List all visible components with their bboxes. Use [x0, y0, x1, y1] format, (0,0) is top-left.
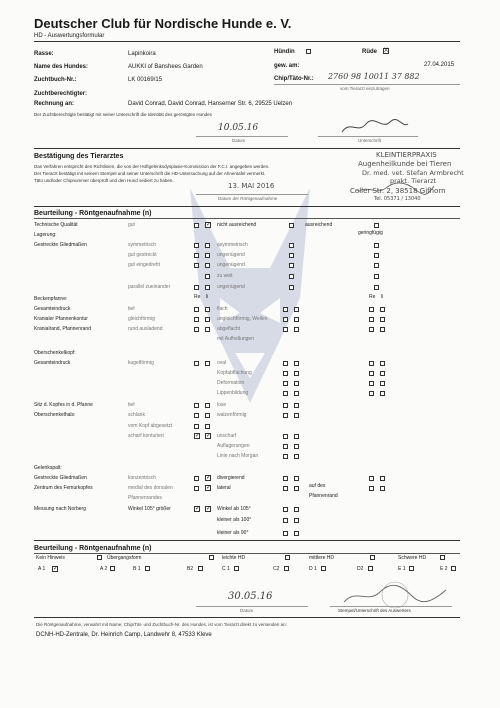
footer-note: Die Röntgenaufnahme, verwahrt mit Name, Chip/Tät- und Zuchtbuch-Nr. des Hundes, ist vom Tierarzt direkt zu versenden an:	[36, 622, 287, 627]
hd-code-d2: D2	[357, 566, 364, 572]
hd-code-b2-check[interactable]	[198, 566, 203, 571]
ober-left: kugelförmig	[128, 360, 154, 366]
becken-left-1: tief	[128, 306, 135, 312]
tech-nicht-label: nicht ausreichend	[217, 222, 257, 228]
hd-code-e1: E 1	[398, 566, 406, 572]
footer-address: DCNH-HD-Zentrale, Dr. Heinrich Camp, Landwehr 8, 47533 Kleve	[36, 632, 212, 638]
becken-row-1: Gesamteindruck	[34, 306, 71, 312]
hals-re-1[interactable]	[194, 413, 199, 418]
hals-right-5: Linie nach Morgan	[217, 453, 259, 459]
gelenk-left-1: konzentrisch	[128, 475, 157, 481]
date-line	[196, 136, 288, 137]
gelenk-rli-1[interactable]	[380, 476, 385, 481]
gelenk-rre-1[interactable]	[369, 476, 374, 481]
gew-label: gew. am:	[274, 63, 300, 69]
sitz-label: Sitz d. Kopfes in d. Pfanne	[34, 402, 93, 408]
tech-aus-checkbox[interactable]	[289, 223, 294, 228]
gelenk-mre-4[interactable]	[283, 507, 288, 512]
evaluator-date-label: Datum	[240, 608, 254, 613]
hd-check-b[interactable]	[209, 555, 214, 560]
gelenk-left-3: Pfannenrandes	[128, 495, 162, 501]
rasse-value[interactable]: Lapinkoira	[128, 51, 156, 57]
hals-mre-5[interactable]	[283, 454, 288, 459]
hd-code-e1-check[interactable]	[409, 566, 414, 571]
hd-code-c1-check[interactable]	[234, 566, 239, 571]
becken-rli-2[interactable]	[380, 317, 385, 322]
hd-label-c: leichte HD	[222, 555, 246, 561]
divider	[34, 553, 460, 554]
evaluator-signature-line	[330, 606, 452, 607]
becken-mli-2[interactable]	[294, 317, 299, 322]
becken-label: Beckenpfanne:	[34, 296, 68, 302]
gest-check-2b[interactable]	[205, 253, 210, 258]
assessment-title: Beurteilung - Röntgenaufnahme (n)	[34, 210, 152, 217]
becken-mli-3[interactable]	[294, 327, 299, 332]
gest-right-1[interactable]	[374, 243, 379, 248]
chip-line	[274, 84, 460, 85]
gest-check-3b[interactable]	[205, 263, 210, 268]
gest-mid-3[interactable]	[289, 263, 294, 268]
becken-re-2[interactable]	[194, 317, 199, 322]
gelenk-right-5: kleiner als 100°	[217, 517, 252, 523]
ober-rli-2[interactable]	[380, 371, 385, 376]
ober-right-4: Lippenbildung	[217, 390, 249, 396]
tech-gut-checkbox[interactable]	[194, 223, 199, 228]
evaluator-signature-label: Stempel/Unterschrift des Auswerters	[338, 608, 411, 613]
identity-confirmation: Der Zuchtberechtigte bestätigt mit seiner Unterschrift die Identität des geröntgten Hundes	[34, 112, 212, 117]
hals-mre-0[interactable]	[283, 403, 288, 408]
hals-right-1: walzenförmig	[217, 412, 247, 418]
hd-check-a[interactable]	[97, 555, 102, 560]
becken-right-2: ungleichförmig, Wellen	[217, 316, 268, 322]
ober-re[interactable]	[194, 361, 199, 366]
ober-mre-3[interactable]	[283, 381, 288, 386]
ober-right-3: Deformation	[217, 380, 245, 386]
ober-right-2: Kopfabflachung	[217, 370, 252, 376]
hals-li-2[interactable]	[205, 424, 210, 429]
xray-date-label: Datum der Röntgenaufnahme	[218, 196, 278, 201]
ober-mli-4[interactable]	[294, 391, 299, 396]
hd-label-b: Übergangsform	[107, 555, 142, 561]
zuchtbuch-value[interactable]: LK 00169/15	[128, 77, 163, 83]
gest-check-1b[interactable]	[205, 243, 210, 248]
becken-rre-1[interactable]	[369, 307, 374, 312]
rechnung-label: Rechnung an:	[34, 101, 74, 107]
hd-check-d[interactable]	[370, 555, 375, 560]
zuchtberechtigter-label: Zuchtberechtigter:	[34, 91, 88, 97]
gest-mid-2[interactable]	[289, 253, 294, 258]
re-header: Re	[194, 294, 201, 300]
hd-code-c1: C 1	[222, 566, 230, 572]
li-header-right: li	[381, 294, 384, 300]
ober-label: Oberschenkelkopf:	[34, 350, 76, 356]
gest-opt-2: gut gestreckt	[128, 252, 157, 258]
ruede-checkbox[interactable]: X	[384, 48, 389, 54]
dog-name-value[interactable]: AUKKI of Banshees Garden	[128, 64, 203, 70]
rechnung-value[interactable]: David Conrad, David Conrad, Hanserner Str. 6, 29525 Uelzen	[128, 101, 293, 107]
tech-aus-label: ausreichend	[305, 222, 333, 228]
gelenk-re-1[interactable]	[194, 476, 199, 481]
becken-mli-1[interactable]	[294, 307, 299, 312]
date-label: Datum	[232, 138, 246, 143]
becken-rli-1[interactable]	[380, 307, 385, 312]
gelenk-mli-5[interactable]	[294, 518, 299, 523]
becken-re-3[interactable]	[194, 327, 199, 332]
divider	[34, 617, 460, 618]
hd-code-e2: E 2	[440, 566, 448, 572]
ober-rre-1[interactable]	[369, 361, 374, 366]
hd-code-b2: B2	[187, 566, 194, 572]
ober-rli-1[interactable]	[380, 361, 385, 366]
huendin-label: Hündin	[274, 49, 295, 55]
gelenk-row-4: Messung nach Norberg	[34, 506, 86, 512]
gew-value[interactable]: 27.04.2015	[424, 62, 455, 68]
sitz-right: lose	[217, 402, 227, 408]
gelenk-mre-5[interactable]	[283, 518, 288, 523]
becken-left-2: gleichförmig	[128, 316, 155, 322]
ober-rli-4[interactable]	[380, 391, 385, 396]
gelenk-left-4: Winkel 105° größer	[128, 506, 171, 512]
gelenk-rre-2[interactable]	[369, 486, 374, 491]
rasse-label: Rasse:	[34, 51, 54, 57]
signature-line	[318, 136, 418, 137]
vet-signature	[356, 177, 437, 198]
gest-check-5[interactable]	[194, 285, 199, 290]
hd-code-a1: A 1	[38, 566, 46, 572]
gest-opt-1: symmetrisch	[128, 242, 157, 248]
owner-date[interactable]: 10.05.16	[218, 123, 259, 133]
ober-mre-4[interactable]	[283, 391, 288, 396]
gest-check-2[interactable]	[194, 253, 199, 258]
hd-code-c2: C2	[273, 566, 280, 572]
pfannenrand-label: Pfannenrand	[309, 493, 338, 499]
gelenk-left-2: medial des dorsalen	[128, 485, 173, 491]
hals-right-4: Auflagerungen	[217, 443, 250, 449]
gelenk-mli-2[interactable]	[294, 486, 299, 491]
tech-gut-label: gut	[128, 222, 135, 228]
vet-stamp-line-3: Dr. med. vet. Stefan Armbrecht	[362, 169, 464, 177]
becken-left-3: rund ausladend	[128, 326, 163, 332]
becken-mre-3[interactable]	[283, 327, 288, 332]
gest-right-5[interactable]	[374, 285, 379, 290]
divider	[34, 41, 460, 42]
vet-stamp-line-2: Augenheilkunde bei Tieren	[358, 160, 452, 168]
tech-aus-checkbox-2[interactable]	[374, 223, 379, 228]
ober-rli-3[interactable]	[380, 381, 385, 386]
ober-mre-1[interactable]	[283, 361, 288, 366]
hals-mre-3[interactable]	[283, 434, 288, 439]
vet-entry-note: vom Tierarzt einzutragen	[340, 86, 390, 91]
gest-check-1[interactable]	[194, 243, 199, 248]
gelenk-right-4: Winkel ab 105°	[217, 506, 251, 512]
form-subtitle: HD - Auswertungsformular	[34, 33, 105, 39]
divider	[34, 148, 460, 149]
gelenk-right-2: lateral	[217, 485, 231, 491]
gelenk-re-2[interactable]	[194, 486, 199, 491]
gest-check-3[interactable]	[194, 263, 199, 268]
hals-mli-0[interactable]	[294, 403, 299, 408]
hals-left-1: schlank	[128, 412, 145, 418]
gest-right-3[interactable]	[374, 263, 379, 268]
gest-opt2-3: ungenügend	[217, 262, 245, 268]
hd-check-c[interactable]	[285, 555, 290, 560]
gest-opt2-1: asymmetrisch	[217, 242, 248, 248]
sitz-li[interactable]	[205, 403, 210, 408]
ober-gesamt: Gesamteindruck	[34, 360, 71, 366]
hd-label-e: Schwere HD	[398, 555, 427, 561]
becken-mre-1[interactable]	[283, 307, 288, 312]
gest-check-5b[interactable]	[205, 285, 210, 290]
evaluator-date[interactable]: 30.05.16	[228, 591, 273, 602]
gelenk-row-1: Gestreckte Gliedmaßen	[34, 475, 87, 481]
gelenk-li-1[interactable]: ✓	[206, 475, 212, 481]
hals-mre-1[interactable]	[283, 413, 288, 418]
gest-opt2-2: ungenügend	[217, 252, 245, 258]
gelenk-label: Gelenkspalt:	[34, 465, 62, 471]
club-logo-watermark	[150, 178, 350, 418]
hals-label: Oberschenkelhals:	[34, 412, 76, 418]
dog-name-label: Name des Hundes:	[34, 64, 89, 70]
becken-rre-3[interactable]	[369, 327, 374, 332]
vet-text-2: Der Tierarzt bestätigt mit seinem Stempel und seiner Unterschrift die HD-Untersuchung auf der Ahnentafel vermerkt.	[34, 171, 266, 176]
hals-right-3: unscharf	[217, 433, 237, 439]
gest-opt-3: gut eingedreht	[128, 262, 160, 268]
hd-code-d1: D 1	[309, 566, 317, 572]
gest-mid-1[interactable]	[289, 243, 294, 248]
ober-mli-3[interactable]	[294, 381, 299, 386]
hals-left-2: vom Kopf abgesetzt	[128, 423, 173, 429]
vet-stamp-line-5: Celler Str. 2, 38518 Gifhorn	[350, 187, 446, 195]
hals-mli-4[interactable]	[294, 444, 299, 449]
vet-text-3: Täto und/oder Chipnummer überprüft und den Hund sediert zu haben.	[34, 178, 174, 183]
becken-rre-2[interactable]	[369, 317, 374, 322]
hd-label-a: Kein Hinweis	[36, 555, 65, 561]
hd-code-a2: A 2	[100, 566, 108, 572]
xray-date-stamp: 13. MAI 2016	[228, 182, 275, 190]
hals-li-1[interactable]	[205, 413, 210, 418]
ober-rre-2[interactable]	[369, 371, 374, 376]
gest-mid-4[interactable]	[289, 274, 294, 279]
gest-right-4[interactable]	[374, 274, 379, 279]
hd-code-b1: B 1	[133, 566, 141, 572]
chip-value[interactable]: 2760 98 10011 37 882	[328, 72, 420, 81]
hd-code-c2-check[interactable]	[284, 566, 289, 571]
hals-mli-1[interactable]	[294, 413, 299, 418]
chip-label: Chip/Täto-Nr.:	[274, 76, 314, 82]
sitz-left: tief	[128, 402, 135, 408]
hals-left-3: scharf konturiert	[128, 433, 164, 439]
evaluator-date-line	[196, 606, 308, 607]
zuchtbuch-label: Zuchtbuch-Nr.:	[34, 77, 77, 83]
vet-stamp-line-6: Tel. 05371 / 13040	[374, 196, 421, 202]
gest-label: Gestreckte Gliedmaßen	[34, 242, 87, 248]
gest-opt-5: parallel zueinander	[128, 284, 171, 290]
gelenk-row-2: Zentrum des Femurkopfes	[34, 485, 93, 491]
huendin-checkbox[interactable]	[306, 49, 311, 54]
signature-label: Unterschrift	[358, 138, 382, 143]
becken-re-1[interactable]	[194, 307, 199, 312]
hd-code-e2-check[interactable]	[451, 566, 456, 571]
gest-opt2-4: zu weit	[217, 273, 233, 279]
sitz-re[interactable]	[194, 403, 199, 408]
ober-li[interactable]	[205, 361, 210, 366]
hd-label-d: mittlere HD	[309, 555, 335, 561]
hals-mli-5[interactable]	[294, 454, 299, 459]
hd-code-b1-check[interactable]	[145, 566, 150, 571]
hals-re-2[interactable]	[194, 424, 199, 429]
ober-mre-2[interactable]	[283, 371, 288, 376]
vet-section-title: Bestätigung des Tierarztes	[34, 153, 124, 160]
geringfuegig-label: geringfügig	[358, 230, 383, 236]
becken-rli-3[interactable]	[380, 327, 385, 332]
vet-text-1: Das Verfahren entspricht den Richtlinien, die von der Hüftgelenksdysplasie-Kommission der F.C.I. angegeben werden.	[34, 164, 270, 169]
assessment2-title: Beurteilung - Röntgenaufnahme (n)	[34, 545, 152, 552]
gelenk-right-6: kleiner als 90°	[217, 530, 249, 536]
lagerung-label: Lagerung:	[34, 232, 57, 238]
hals-li-3[interactable]: ✓	[206, 433, 212, 439]
ruede-label: Rüde	[362, 49, 377, 55]
hd-code-a2-check[interactable]	[110, 566, 115, 571]
li-header: li	[206, 294, 209, 300]
gelenk-li-2[interactable]: ✓	[206, 485, 212, 491]
ober-right-1: oval	[217, 360, 227, 366]
gelenk-mre-6[interactable]	[283, 531, 288, 536]
xray-date-line	[196, 194, 308, 195]
re-header-right: Re	[369, 294, 376, 300]
gest-mid-5[interactable]	[289, 285, 294, 290]
gelenk-li-4[interactable]: ✓	[206, 506, 212, 512]
divider	[34, 540, 460, 541]
becken-li-3[interactable]	[205, 327, 210, 332]
gelenk-rli-2[interactable]	[380, 486, 385, 491]
ober-rre-4[interactable]	[369, 391, 374, 396]
gest-opt2-5: ungenügend	[217, 284, 245, 290]
becken-right-1: flach	[217, 306, 228, 312]
becken-li-2[interactable]	[205, 317, 210, 322]
tech-nicht-checkbox[interactable]: ✓	[206, 222, 212, 228]
club-title: Deutscher Club für Nordische Hunde e. V.	[34, 16, 292, 31]
tech-quality-label: Technische Qualität	[34, 222, 78, 228]
gest-check-4b[interactable]	[205, 274, 210, 279]
gelenk-right-1: divergierend	[217, 475, 245, 481]
gelenk-mli-1[interactable]	[294, 476, 299, 481]
owner-signature[interactable]	[340, 118, 410, 136]
becken-li-1[interactable]	[205, 307, 210, 312]
gest-right-2[interactable]	[374, 253, 379, 258]
hals-mli-3[interactable]	[294, 434, 299, 439]
hals-mre-4[interactable]	[283, 444, 288, 449]
gelenk-mre-1[interactable]	[283, 476, 288, 481]
gelenk-mli-4[interactable]	[294, 507, 299, 512]
hd-code-a1-check[interactable]: ✓	[53, 566, 59, 572]
divider	[34, 206, 460, 207]
hd-code-d1-check[interactable]	[321, 566, 326, 571]
gelenk-re-4[interactable]: ✓	[195, 506, 201, 512]
vet-stamp-line-1: KLEINTIERPRAXIS	[376, 151, 437, 159]
hals-re-3[interactable]: ✓	[195, 433, 201, 439]
vet-stamp-line-4: prakt. Tierarzt	[390, 177, 437, 185]
ober-rre-3[interactable]	[369, 381, 374, 386]
auf-des-label: auf des	[309, 483, 326, 489]
becken-mre-2[interactable]	[283, 317, 288, 322]
hd-code-d2-check[interactable]	[368, 566, 373, 571]
becken-row-3: Kranialrand, Pfannenrand	[34, 326, 91, 332]
becken-right-3: abgeflacht	[217, 326, 241, 332]
becken-row-2: Kranialer Pfannenkontur	[34, 316, 88, 322]
divider	[34, 218, 460, 219]
becken-right-4: mit Aufhellungen	[217, 336, 254, 342]
ober-mli-1[interactable]	[294, 361, 299, 366]
gelenk-mli-6[interactable]	[294, 531, 299, 536]
gelenk-mre-2[interactable]	[283, 486, 288, 491]
ober-mli-2[interactable]	[294, 371, 299, 376]
hd-check-e[interactable]	[440, 555, 445, 560]
